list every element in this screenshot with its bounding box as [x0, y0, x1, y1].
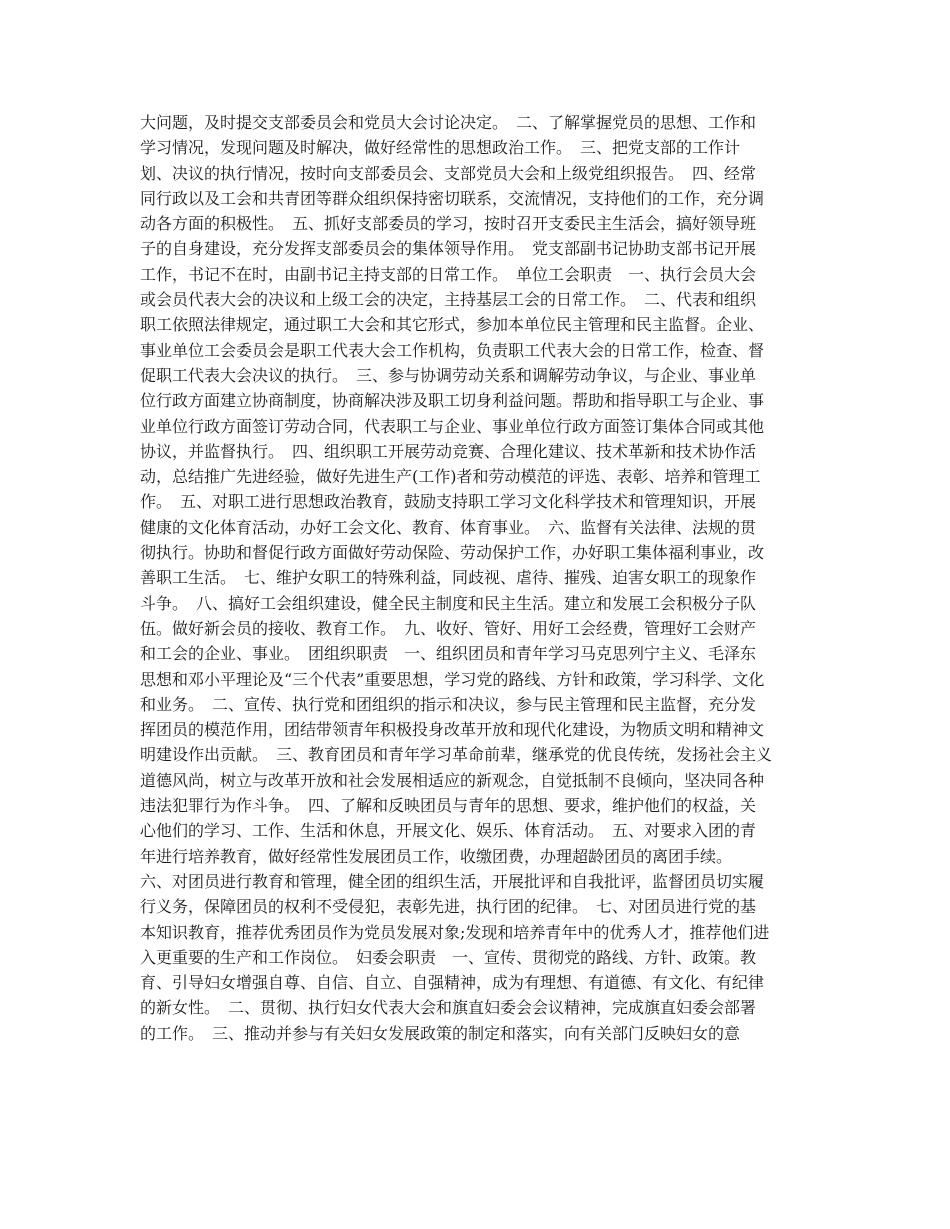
text-line: 道德风尚，树立与改革开放和社会发展相适应的新观念，自觉抵制不良倾向，坚决同各种 — [140, 770, 765, 790]
text-line: 工作，书记不在时，由副书记主持支部的日常工作。 单位工会职责 一、执行会员大会 — [140, 264, 757, 284]
text-line: 事业单位工会委员会是职工代表大会工作机构，负责职工代表大会的日常工作，检查、督 — [140, 340, 765, 360]
text-line: 子的自身建设，充分发挥支部委员会的集体领导作用。 党支部副书记协助支部书记开展 — [140, 239, 757, 259]
text-line: 动，总结推广先进经验，做好先进生产(工作)者和劳动模范的评选、表彰、培养和管理工 — [140, 467, 761, 487]
text-line: 促职工代表大会决议的执行。 三、参与协调劳动关系和调解劳动争议，与企业、事业单 — [140, 365, 757, 385]
text-line: 挥团员的模范作用，团结带领青年积极投身改革开放和现代化建设，为物质文明和精神文 — [140, 720, 765, 740]
text-line: 动各方面的积极性。 五、抓好支部委员的学习，按时召开支委民主生活会，搞好领导班 — [140, 214, 757, 234]
text-line: 同行政以及工会和共青团等群众组织保持密切联系，交流情况，支持他们的工作，充分调 — [140, 188, 765, 208]
text-line: 彻执行。协助和督促行政方面做好劳动保险、劳动保护工作，办好职工集体福利事业，改 — [140, 543, 765, 563]
text-line: 和业务。 二、宣传、执行党和团组织的指示和决议，参与民主管理和民主监督，充分发 — [140, 694, 757, 714]
text-line: 职工依照法律规定，通过职工大会和其它形式，参加本单位民主管理和民主监督。企业、 — [140, 315, 765, 335]
text-line: 本知识教育，推荐优秀团员作为党员发展对象;发现和培养青年中的优秀人才，推荐他们进 — [140, 922, 770, 942]
text-line: 的新女性。 二、贯彻、执行妇女代表大会和旗直妇委会会议精神，完成旗直妇委会部署 — [140, 998, 757, 1018]
text-line: 健康的文化体育活动，办好工会文化、教育、体育事业。 六、监督有关法律、法规的贯 — [140, 517, 757, 537]
text-line: 或会员代表大会的决议和上级工会的决定，主持基层工会的日常工作。 二、代表和组织 — [140, 290, 757, 310]
text-line: 明建设作出贡献。 三、教育团员和青年学习革命前辈，继承党的优良传统，发扬社会主义 — [140, 745, 773, 765]
text-line: 位行政方面建立协商制度，协商解决涉及职工切身利益问题。帮助和指导职工与企业、事 — [140, 391, 765, 411]
text-line: 思想和邓小平理论及“三个代表”重要思想，学习党的路线、方针和政策，学习科学、文化 — [140, 669, 765, 689]
text-line: 斗争。 八、搞好工会组织建设，健全民主制度和民主生活。建立和发展工会积极分子队 — [140, 593, 757, 613]
text-line: 六、对团员进行教育和管理，健全团的组织生活，开展批评和自我批评，监督团员切实履 — [140, 871, 765, 891]
text-line: 划、决议的执行情况，按时向支部委员会、支部党员大会和上级党组织报告。 四、经常 — [140, 163, 757, 183]
text-line: 伍。做好新会员的接收、教育工作。 九、收好、管好、用好工会经费，管理好工会财产 — [140, 618, 757, 638]
text-line: 年进行培养教育，做好经常性发展团员工作，收缴团费，办理超龄团员的离团手续。 — [140, 846, 733, 866]
text-line: 作。 五、对职工进行思想政治教育，鼓励支持职工学习文化科学技术和管理知识，开展 — [140, 492, 757, 512]
text-line: 善职工生活。 七、维护女职工的特殊利益，同歧视、虐待、摧残、迫害女职工的现象作 — [140, 568, 757, 588]
text-line: 业单位行政方面签订劳动合同，代表职工与企业、事业单位行政方面签订集体合同或其他 — [140, 416, 765, 436]
text-line: 行义务，保障团员的权利不受侵犯，表彰先进，执行团的纪律。 七、对团员进行党的基 — [140, 897, 757, 917]
text-line: 入更重要的生产和工作岗位。 妇委会职责 一、宣传、贯彻党的路线、方针、政策。教 — [140, 947, 757, 967]
text-line: 育、引导妇女增强自尊、自信、自立、自强精神，成为有理想、有道德、有文化、有纪律 — [140, 973, 765, 993]
text-line: 大问题，及时提交支部委员会和党员大会讨论决定。 二、了解掌握党员的思想、工作和 — [140, 113, 757, 132]
text-line: 协议，并监督执行。 四、组织职工开展劳动竞赛、合理化建议、技术革新和技术协作活 — [140, 441, 757, 461]
text-line: 违法犯罪行为作斗争。 四、了解和反映团员与青年的思想、要求，维护他们的权益，关 — [140, 796, 757, 816]
text-line: 和工会的企业、事业。 团组织职责 一、组织团员和青年学习马克思列宁主义、毛泽东 — [140, 644, 757, 664]
text-line: 心他们的学习、工作、生活和休息，开展文化、娱乐、体育活动。 五、对要求入团的青 — [140, 821, 757, 841]
body-text — [140, 110, 820, 1046]
text-line: 的工作。 三、推动并参与有关妇女发展政策的制定和落实，向有关部门反映妇女的意 — [140, 1023, 741, 1043]
text-line: 学习情况，发现问题及时解决，做好经常性的思想政治工作。 三、把党支部的工作计 — [140, 138, 741, 158]
